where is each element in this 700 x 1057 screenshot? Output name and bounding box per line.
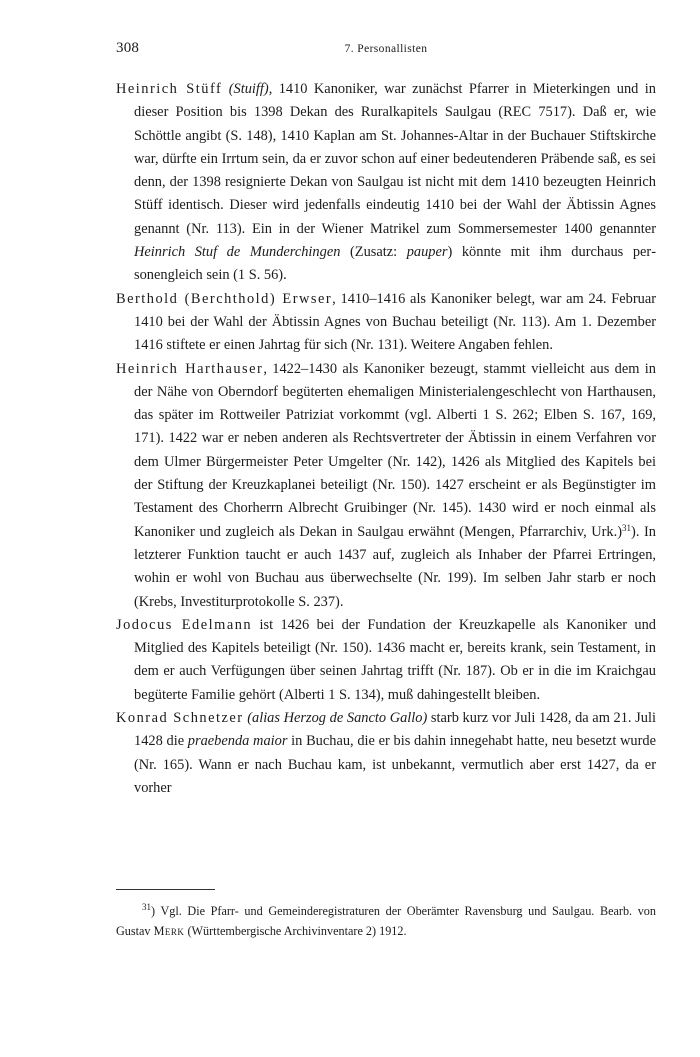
entry-jodocus-edelmann: [116, 614, 656, 707]
entry-alias: (alias Herzog de Sancto Gallo): [247, 710, 428, 727]
entry-text: , 1410 Kanoniker, war zunächst Pfarrer in Mieterkingen und in dieser Position bis 1398 Dekan des Ruralkapitels Saulgau (REC 7517). Daß er, wie Schöttle angibt (S. 148), 1410 Kaplan am St. Johannes-Altar in der Buchauer Stiftskirche war, dürfte ein Irrtum sein, da er zuvor schon auf einer bedeutenderen Präbende saß, es sei denn, der 1398 resignierte Dekan von Saulgau ist nicht mit dem 1410 bezeugten Heinrich Stüff identisch. Dieser wird jedenfalls eindeutig 1410 bei der Wahl der Äbtissin Agnes genannt (Nr. 113). Ein in der Wiener Matrikel zum Sommersemester 1400 genannter: [134, 81, 656, 237]
entry-text: , 1410–1416 als Kanoniker belegt, war am 24. Februar 1410 bei der Wahl der Äbtissin Agnes von Buchau beteiligt (Nr. 113). Am 1. Dezember 1416 stiftete er einen Jahrtag für sich (Nr. 131). Weitere Angaben fehlen.: [134, 290, 656, 354]
entry-heinrich-harthauser: [116, 358, 656, 614]
entry-name: Konrad Schnetzer: [116, 710, 244, 727]
footnote-reference[interactable]: 31: [622, 522, 632, 533]
entry-text: ). In letzterer Funktion taucht er auch 1437 auf, zugleich als Inhaber der Pfarrei Ertringen, wohin er wohl von Buchau aus überwechselte (Nr. 199). Im selben Jahr starb er noch (Krebs, Investiturprotokolle S. 237).: [134, 523, 656, 610]
running-head: 7. Personallisten: [344, 43, 428, 55]
entry-text: ist 1426 bei der Fundation der Kreuzkapelle als Kanoniker und Mitglied des Kapitels beteiligt (Nr. 150). 1436 macht er, bereits krank, sein Testament, in dem er auch Verfügungen über seinen Jahrtag trifft (Nr. 187). Ob er in die im Kraichgau begüterte Familie gehört (Alberti 1 S. 134), muß dahingestellt bleiben.: [134, 616, 656, 703]
entry-name: Heinrich Stüff: [116, 81, 223, 97]
page-number: 308: [116, 40, 140, 56]
entry-name: Berthold (Berchthold) Erwser: [116, 290, 333, 307]
entry-italic-term: pauper: [406, 244, 448, 261]
entry-heinrich-stueff: [116, 78, 656, 288]
page-body: [116, 78, 656, 800]
entry-text: ) könnte mit ihm durchaus personengleich sein (1 S. 56).: [134, 244, 656, 284]
footnote: [116, 902, 656, 941]
entry-alias: (Stuiff): [228, 81, 269, 97]
page-header: [116, 40, 656, 62]
entry-italic-name: Heinrich Stuf de Munderchingen: [134, 244, 341, 261]
footnote-marker: 31: [142, 902, 151, 912]
footnote-text: (Württembergische Archivinventare 2) 1912.: [184, 923, 407, 938]
entry-name: Jodocus Edelmann: [116, 616, 253, 633]
entry-text: starb kurz vor Juli 1428, da am 21. Juli 1428 die: [134, 710, 656, 750]
entry-name: Heinrich Harthauser: [116, 360, 264, 377]
entry-berthold-erwser: [116, 288, 656, 358]
entry-konrad-schnetzer: [116, 707, 656, 800]
entry-text: , 1422–1430 als Kanoniker bezeugt, stammt vielleicht aus dem in der Nähe von Oberndorf begüterten ehemaligen Ministerialengeschlecht von Harthausen, das später im Rottweiler Patriziat vorkommt (vgl. Alberti 1 S. 262; Elben S. 167, 169, 171). 1422 war er neben anderen als Rechtsvertreter der Äbtissin in einem Verfahren vor dem Ulmer Bürgermeister Peter Umgelter (Nr. 142), 1426 als Mitglied des Kapitels bei der Stiftung der Kreuzkaplanei beteiligt (Nr. 150). 1427 erscheint er als Begünstigter im Testament des Chorherrn Albrecht Gruibinger (Nr. 145). 1430 wird er noch einmal als Kanoniker und zugleich als Dekan in Saulgau erwähnt (Mengen, Pfarrarchiv, Urk.): [134, 360, 656, 540]
footnote-text: ) Vgl. Die Pfarr- und Gemeinderegistraturen der Oberämter Ravensburg und Saulgau. Bearb. von Gustav: [116, 904, 656, 938]
footnote-divider: [116, 889, 215, 890]
footnote-author: Merk: [153, 923, 185, 938]
entry-italic-term: praebenda maior: [187, 733, 288, 750]
entry-text: (Zusatz:: [340, 244, 407, 261]
entry-text: in Buchau, die er bis dahin innegehabt hatte, neu besetzt wurde (Nr. 165). Wann er nach Buchau kam, ist unbekannt, vermutlich aber erst 1427, da er vorher: [134, 733, 656, 796]
